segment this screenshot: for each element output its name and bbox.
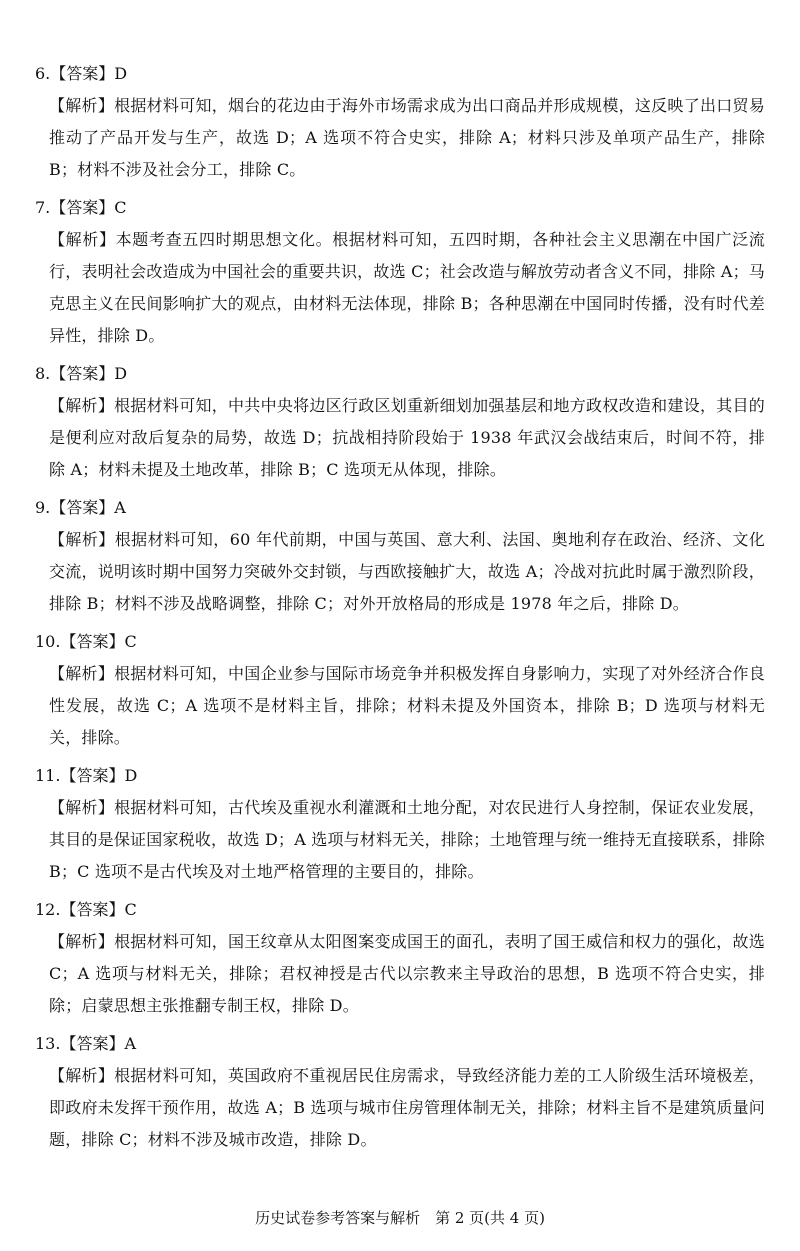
question-9	[35, 492, 765, 620]
answer-label: 9.【答案】A	[35, 498, 126, 517]
question-13	[35, 1028, 765, 1156]
question-11	[35, 760, 765, 888]
analysis-text: 【解析】本题考查五四时期思想文化。根据材料可知，五四时期，各种社会主义思潮在中国广泛流行，表明社会改造成为中国社会的重要共识，故选 C；社会改造与解放劳动者含义不同，排除 A；马克思主义在民间影响扩大的观点，由材料无法体现，排除 B；各种思潮在中国同时传播，没有时代差异性，排除 D。	[49, 230, 765, 345]
answer-label: 7.【答案】C	[35, 198, 127, 217]
answer-label: 6.【答案】D	[35, 64, 128, 83]
question-10	[35, 626, 765, 754]
analysis-text: 【解析】根据材料可知，60 年代前期，中国与英国、意大利、法国、奥地利存在政治、经济、文化交流，说明该时期中国努力突破外交封锁，与西欧接触扩大，故选 A；冷战对抗此时属于激烈阶段，排除 B；材料不涉及战略调整，排除 C；对外开放格局的形成是 1978 年之后，排除 D。	[49, 530, 765, 613]
answer-list	[35, 58, 765, 1162]
question-6	[35, 58, 765, 186]
analysis-text: 【解析】根据材料可知，英国政府不重视居民住房需求，导致经济能力差的工人阶级生活环境极差，即政府未发挥干预作用，故选 A；B 选项与城市住房管理体制无关，排除；材料主旨不是建筑质量问题，排除 C；材料不涉及城市改造，排除 D。	[49, 1066, 765, 1149]
analysis-text: 【解析】根据材料可知，国王纹章从太阳图案变成国王的面孔，表明了国王威信和权力的强化，故选 C；A 选项与材料无关，排除；君权神授是古代以宗教来主导政治的思想，B 选项不符合史实，排除；启蒙思想主张推翻专制王权，排除 D。	[49, 932, 765, 1015]
answer-label: 8.【答案】D	[35, 364, 128, 383]
answer-label: 11.【答案】D	[35, 766, 138, 785]
analysis-text: 【解析】根据材料可知，中共中央将边区行政区划重新细划加强基层和地方政权改造和建设，其目的是便利应对敌后复杂的局势，故选 D；抗战相持阶段始于 1938 年武汉会战结束后，时间不符，排除 A；材料未提及土地改革，排除 B；C 选项无从体现，排除。	[49, 396, 765, 479]
question-12	[35, 894, 765, 1022]
page-footer: 历史试卷参考答案与解析 第 2 页(共 4 页)	[255, 1209, 545, 1227]
answer-label: 12.【答案】C	[35, 900, 137, 919]
answer-label: 10.【答案】C	[35, 632, 137, 651]
question-8	[35, 358, 765, 486]
analysis-text: 【解析】根据材料可知，古代埃及重视水利灌溉和土地分配，对农民进行人身控制，保证农业发展，其目的是保证国家税收，故选 D；A 选项与材料无关，排除；土地管理与统一维持无直接联系，排除 B；C 选项不是古代埃及对土地严格管理的主要目的，排除。	[49, 798, 765, 881]
analysis-text: 【解析】根据材料可知，烟台的花边由于海外市场需求成为出口商品并形成规模，这反映了出口贸易推动了产品开发与生产，故选 D；A 选项不符合史实，排除 A；材料只涉及单项产品生产，排除 B；材料不涉及社会分工，排除 C。	[49, 96, 765, 179]
question-7	[35, 192, 765, 352]
analysis-text: 【解析】根据材料可知，中国企业参与国际市场竞争并积极发挥自身影响力，实现了对外经济合作良性发展，故选 C；A 选项不是材料主旨，排除；材料未提及外国资本，排除 B；D 选项与材料无关，排除。	[49, 664, 765, 747]
answer-label: 13.【答案】A	[35, 1034, 137, 1053]
